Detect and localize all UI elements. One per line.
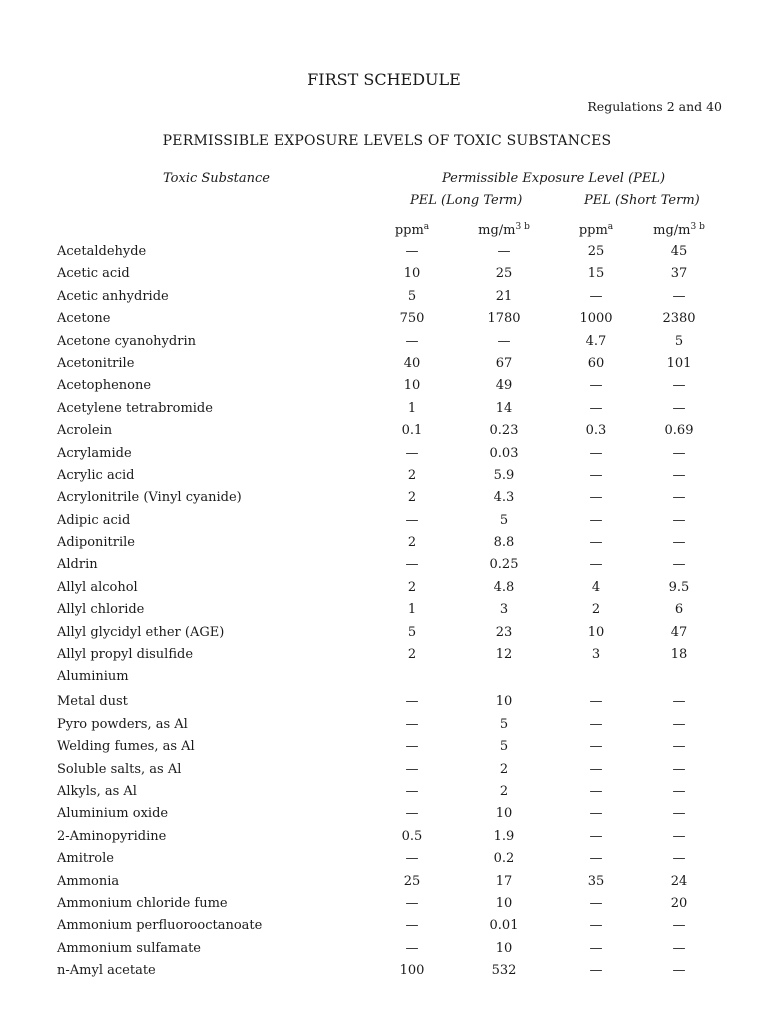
substance-name: Ammonium perfluorooctanoate [57, 918, 263, 934]
ppm-short-value: — [589, 828, 603, 844]
mg-long-value: 10 [495, 940, 513, 956]
ppm-long-value: 0.1 [401, 423, 423, 439]
table-row [0, 287, 768, 309]
mg-long-value: 0.03 [489, 445, 519, 461]
column-header-substance: Toxic Substance [163, 171, 270, 186]
mg-short-value: 20 [670, 895, 688, 911]
mg-long-value: 5 [499, 739, 509, 755]
table-row [0, 782, 768, 804]
substance-name: Acetaldehyde [57, 244, 147, 259]
ppm-long-value: — [405, 557, 419, 573]
mg-long-value: 5 [499, 512, 509, 528]
ppm-long-value: — [405, 940, 419, 956]
ppm-short-value: 4 [591, 579, 601, 595]
mg-short-value: — [672, 828, 686, 844]
mg-short-value: — [672, 535, 686, 551]
substance-name: Pyro powders, as Al [57, 716, 188, 732]
unit-mg-short: $mg/m^{3 b}$ [653, 222, 705, 238]
table-row [0, 555, 768, 577]
table-row [0, 600, 768, 622]
ppm-long-value: — [405, 851, 419, 867]
mg-short-value: — [672, 400, 686, 416]
document-title: FIRST SCHEDULE [307, 70, 461, 89]
ppm-long-value: — [405, 445, 419, 461]
mg-short-value: 6 [674, 602, 684, 618]
ppm-long-value: — [405, 716, 419, 732]
ppm-short-value: 4.7 [585, 333, 607, 349]
mg-short-value: — [672, 716, 686, 732]
ppm-long-value: 5 [407, 288, 417, 304]
ppm-short-value: 10 [587, 624, 605, 640]
mg-long-value: — [497, 244, 511, 259]
mg-long-value: 532 [491, 963, 517, 979]
ppm-short-value: 35 [587, 873, 605, 889]
ppm-short-value: 60 [587, 355, 605, 371]
ppm-long-value: 1 [407, 400, 417, 416]
mg-long-value: 23 [495, 624, 513, 640]
mg-short-value: — [672, 467, 686, 483]
substance-name: 2-Aminopyridine [57, 828, 167, 844]
table-row [0, 849, 768, 871]
ppm-long-value: 10 [403, 266, 421, 282]
ppm-short-value: — [589, 761, 603, 777]
ppm-long-value: 25 [403, 873, 421, 889]
mg-short-value: 0.69 [664, 423, 694, 439]
table-row [0, 354, 768, 376]
table-row [0, 376, 768, 398]
ppm-long-value: 2 [407, 490, 417, 506]
ppm-short-value: 2 [591, 602, 601, 618]
mg-long-value: 10 [495, 694, 513, 710]
column-header-long-term: PEL (Long Term) [410, 193, 523, 208]
mg-long-value: 4.3 [493, 490, 515, 506]
mg-short-value: 45 [670, 244, 688, 259]
ppm-short-value: — [589, 512, 603, 528]
column-header-pel: Permissible Exposure Level (PEL) [442, 171, 666, 186]
table-row [0, 488, 768, 510]
ppm-short-value: — [589, 490, 603, 506]
table-row [0, 578, 768, 600]
mg-short-value: — [672, 806, 686, 822]
regulations-reference: Regulations 2 and 40 [587, 99, 722, 114]
table-row [0, 332, 768, 354]
table-row [0, 760, 768, 782]
mg-long-value: 67 [495, 355, 513, 371]
ppm-long-value: — [405, 694, 419, 710]
mg-short-value: — [672, 739, 686, 755]
mg-long-value: 0.2 [493, 851, 515, 867]
ppm-short-value: — [589, 716, 603, 732]
ppm-short-value: 0.3 [585, 423, 607, 439]
mg-long-value: 2 [499, 783, 509, 799]
ppm-long-value: — [405, 333, 419, 349]
substance-name: Acetone [57, 311, 111, 327]
substance-name: Metal dust [57, 694, 128, 710]
ppm-short-value: — [589, 535, 603, 551]
ppm-long-value: 750 [399, 311, 425, 327]
table-row [0, 242, 768, 264]
ppm-short-value: — [589, 851, 603, 867]
ppm-long-value: 5 [407, 624, 417, 640]
table-row [0, 444, 768, 466]
substance-name: Ammonium chloride fume [57, 895, 228, 911]
substance-table-body [0, 242, 768, 984]
ppm-long-value: — [405, 244, 419, 259]
mg-short-value: — [672, 940, 686, 956]
ppm-long-value: 0.5 [401, 828, 423, 844]
table-row [0, 466, 768, 488]
mg-short-value: — [672, 761, 686, 777]
table-row [0, 511, 768, 533]
table-heading: PERMISSIBLE EXPOSURE LEVELS OF TOXIC SUBSTANCES [162, 133, 612, 149]
table-row [0, 804, 768, 826]
table-row [0, 309, 768, 331]
mg-short-value: 24 [670, 873, 688, 889]
mg-short-value: 5 [674, 333, 684, 349]
mg-short-value: — [672, 445, 686, 461]
substance-name: Acrylamide [57, 445, 132, 461]
table-row [0, 623, 768, 645]
ppm-short-value: — [589, 783, 603, 799]
mg-short-value: — [672, 851, 686, 867]
ppm-short-value: 15 [587, 266, 605, 282]
ppm-long-value: — [405, 806, 419, 822]
ppm-short-value: — [589, 378, 603, 394]
substance-name: Ammonia [57, 873, 120, 889]
unit-ppm-long: ppm$^a$ [394, 222, 430, 238]
mg-short-value: 2380 [662, 311, 696, 327]
ppm-short-value: — [589, 806, 603, 822]
ppm-short-value: — [589, 963, 603, 979]
table-row [0, 872, 768, 894]
mg-short-value: 101 [666, 355, 692, 371]
table-row [0, 894, 768, 916]
ppm-short-value: — [589, 467, 603, 483]
table-row [0, 737, 768, 759]
ppm-long-value: — [405, 761, 419, 777]
mg-short-value: 37 [670, 266, 688, 282]
mg-short-value: — [672, 694, 686, 710]
substance-name: Acetophenone [57, 378, 152, 394]
ppm-long-value: 2 [407, 647, 417, 663]
column-header-short-term: PEL (Short Term) [584, 193, 700, 208]
substance-name: Acrylonitrile (Vinyl cyanide) [57, 490, 242, 506]
substance-name: Welding fumes, as Al [57, 739, 195, 755]
mg-short-value: — [672, 557, 686, 573]
mg-short-value: — [672, 288, 686, 304]
ppm-long-value: — [405, 512, 419, 528]
table-row [0, 916, 768, 938]
table-row [0, 421, 768, 443]
unit-ppm-short: ppm$^a$ [578, 222, 614, 238]
ppm-long-value: 2 [407, 467, 417, 483]
mg-long-value: 14 [495, 400, 513, 416]
ppm-long-value: 1 [407, 602, 417, 618]
substance-name: Allyl propyl disulfide [57, 647, 194, 663]
ppm-long-value: — [405, 895, 419, 911]
substance-name: Acrylic acid [57, 467, 135, 483]
table-row [0, 667, 768, 692]
mg-short-value: — [672, 783, 686, 799]
substance-name: Ammonium sulfamate [57, 940, 201, 956]
ppm-short-value: — [589, 288, 603, 304]
ppm-short-value: — [589, 918, 603, 934]
substance-name: Acetonitrile [57, 355, 135, 371]
mg-long-value: — [497, 333, 511, 349]
mg-long-value: 0.25 [489, 557, 519, 573]
ppm-short-value: — [589, 557, 603, 573]
mg-long-value: 1780 [487, 311, 521, 327]
ppm-long-value: 2 [407, 579, 417, 595]
mg-long-value: 4.8 [493, 579, 515, 595]
ppm-short-value: — [589, 940, 603, 956]
mg-long-value: 17 [495, 873, 513, 889]
ppm-short-value: — [589, 400, 603, 416]
mg-long-value: 3 [499, 602, 509, 618]
ppm-long-value: 2 [407, 535, 417, 551]
table-row [0, 264, 768, 286]
mg-long-value: 8.8 [493, 535, 515, 551]
table-row [0, 399, 768, 421]
substance-name: Adipic acid [57, 512, 131, 528]
mg-short-value: — [672, 963, 686, 979]
ppm-short-value: 3 [591, 647, 601, 663]
ppm-short-value: — [589, 739, 603, 755]
mg-long-value: 0.01 [489, 918, 519, 934]
mg-long-value: 25 [495, 266, 513, 282]
ppm-short-value: — [589, 895, 603, 911]
mg-long-value: 49 [495, 378, 513, 394]
ppm-short-value: — [589, 445, 603, 461]
ppm-long-value: — [405, 918, 419, 934]
ppm-long-value: 40 [403, 355, 421, 371]
mg-short-value: 47 [670, 624, 688, 640]
table-row [0, 645, 768, 667]
mg-short-value: — [672, 918, 686, 934]
substance-name: Acetylene tetrabromide [57, 400, 213, 416]
mg-short-value: — [672, 512, 686, 528]
mg-long-value: 1.9 [493, 828, 515, 844]
substance-name: Aluminium oxide [57, 806, 169, 822]
mg-long-value: 2 [499, 761, 509, 777]
mg-long-value: 10 [495, 895, 513, 911]
table-row [0, 961, 768, 983]
substance-name: Acrolein [57, 423, 113, 439]
substance-name: Amitrole [57, 851, 114, 867]
mg-long-value: 0.23 [489, 423, 519, 439]
mg-long-value: 5 [499, 716, 509, 732]
table-row [0, 939, 768, 961]
substance-name: Acetic anhydride [57, 288, 169, 304]
mg-long-value: 21 [495, 288, 513, 304]
ppm-long-value: — [405, 783, 419, 799]
ppm-short-value: — [589, 694, 603, 710]
table-row [0, 692, 768, 714]
substance-name: Allyl chloride [57, 602, 145, 618]
substance-name: Acetic acid [57, 266, 130, 282]
unit-mg-long: $mg/m^{3 b}$ [478, 222, 530, 238]
ppm-short-value: 25 [587, 244, 605, 259]
mg-long-value: 10 [495, 806, 513, 822]
mg-long-value: 12 [495, 647, 513, 663]
substance-name: Aldrin [57, 557, 98, 573]
substance-name: Acetone cyanohydrin [57, 333, 196, 349]
substance-name: Alkyls, as Al [57, 783, 137, 799]
substance-name: Allyl alcohol [57, 579, 138, 595]
ppm-long-value: 10 [403, 378, 421, 394]
table-row [0, 533, 768, 555]
mg-short-value: — [672, 378, 686, 394]
mg-short-value: 18 [670, 647, 688, 663]
ppm-short-value: 1000 [579, 311, 613, 327]
substance-name: Soluble salts, as Al [57, 761, 182, 777]
substance-name: Aluminium [57, 669, 129, 685]
substance-name: Adiponitrile [57, 535, 135, 551]
substance-name: n-Amyl acetate [57, 963, 156, 979]
table-row [0, 827, 768, 849]
table-row [0, 715, 768, 737]
mg-short-value: — [672, 490, 686, 506]
mg-long-value: 5.9 [493, 467, 515, 483]
ppm-long-value: — [405, 739, 419, 755]
ppm-long-value: 100 [399, 963, 425, 979]
mg-short-value: 9.5 [668, 579, 690, 595]
substance-name: Allyl glycidyl ether (AGE) [57, 624, 225, 640]
